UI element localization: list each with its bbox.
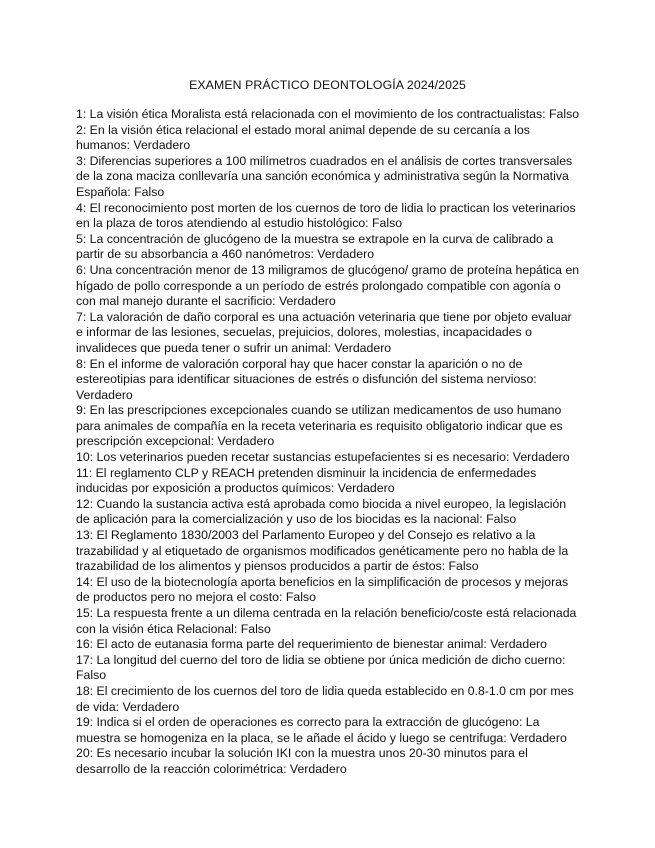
- question-item: 16: El acto de eutanasia forma parte del requerimiento de bienestar animal: Verdadero: [76, 637, 547, 652]
- question-item: 7: La valoración de daño corporal es una actuación veterinaria que tiene por objeto evaluar e informar de las lesiones, secuelas, prejuicios, dolores, molestias, incapacidades o invalideces que pueda tener o sufrir un animal: Verdadero: [76, 309, 572, 355]
- question-item: 10: Los veterinarios pueden recetar sustancias estupefacientes si es necesario: Verdadero: [76, 450, 570, 465]
- question-item: 4: El reconocimiento post morten de los cuernos de toro de lidia lo practican los veterinarios en la plaza de toros atendiendo al estudio histológico: Falso: [76, 200, 576, 231]
- question-item: 6: Una concentración menor de 13 miligramos de glucógeno/ gramo de proteína hepática en hígado de pollo corresponde a un período de estrés prolongado compatible con agonía o con mal manejo durante el sacrificio: Verdadero: [76, 262, 580, 309]
- question-item: 20: Es necesario incubar la solución IKI con la muestra unos 20-30 minutos para el desarrollo de la reacción colorimétrica: Verdadero: [76, 746, 528, 776]
- question-item: 12: Cuando la sustancia activa está aprobada como biocida a nivel europeo, la legislación de aplicación para la comercialización y uso de los biocidas es la nacional: Falso: [76, 496, 567, 527]
- question-item: 17: La longitud del cuerno del toro de lidia se obtiene por única medición de dicho cuerno: Falso: [76, 652, 566, 683]
- question-item: 1: La visión ética Moralista está relacionada con el movimiento de los contractualistas: Falso: [76, 107, 580, 121]
- question-item: 19: Indica si el orden de operaciones es correcto para la extracción de glucógeno: La muestra se homogeniza en la placa, se le añade el ácido y luego se centrifuga: Verdadero: [76, 715, 567, 745]
- document-title: EXAMEN PRÁCTICO DEONTOLOGÍA 2024/2025: [189, 78, 466, 92]
- question-item: 9: En las prescripciones excepcionales cuando se utilizan medicamentos de uso humano para animales de compañía en la receta veterinaria es requisito obligatorio indicar que es prescripción excepcional: Verdadero: [76, 403, 563, 449]
- question-item: 18: El crecimiento de los cuernos del toro de lidia queda establecido en 0.8-1.0 cm por mes de vida: Verdadero: [76, 683, 574, 714]
- question-list: [76, 107, 580, 778]
- question-item: 8: En el informe de valoración corporal hay que hacer constar la aparición o no de estereotipias para identificar situaciones de estrés o disfunción del sistema nervioso: Verdadero: [76, 356, 537, 402]
- question-item: 3: Diferencias superiores a 100 milímetros cuadrados en el análisis de cortes transversales de la zona maciza conllevaría una sanción económica y administrativa según la Normativa Española: Falso: [76, 153, 573, 199]
- question-item: 14: El uso de la biotecnología aporta beneficios en la simplificación de procesos y mejoras de productos pero no mejora el costo: Falso: [76, 574, 569, 605]
- question-item: 13: El Reglamento 1830/2003 del Parlamento Europeo y del Consejo es relativo a la trazabilidad y al etiquetado de organismos modificados genéticamente pero no habla de la trazabilidad de los alimentos y piensos producidos a partir de éstos: Falso: [76, 528, 569, 574]
- question-item: 15: La respuesta frente a un dilema centrada en la relación beneficio/coste está relacionada con la visión ética Relacional: Falso: [76, 606, 577, 636]
- question-item: 11: El reglamento CLP y REACH pretenden disminuir la incidencia de enfermedades inducidas por exposición a productos químicos: Verdadero: [76, 465, 537, 496]
- question-item: 2: En la visión ética relacional el estado moral animal depende de su cercanía a los humanos: Verdadero: [76, 122, 530, 153]
- question-item: 5: La concentración de glucógeno de la muestra se extrapole en la curva de calibrado a partir de su absorbancia a 460 nanómetros: Verdadero: [76, 231, 554, 262]
